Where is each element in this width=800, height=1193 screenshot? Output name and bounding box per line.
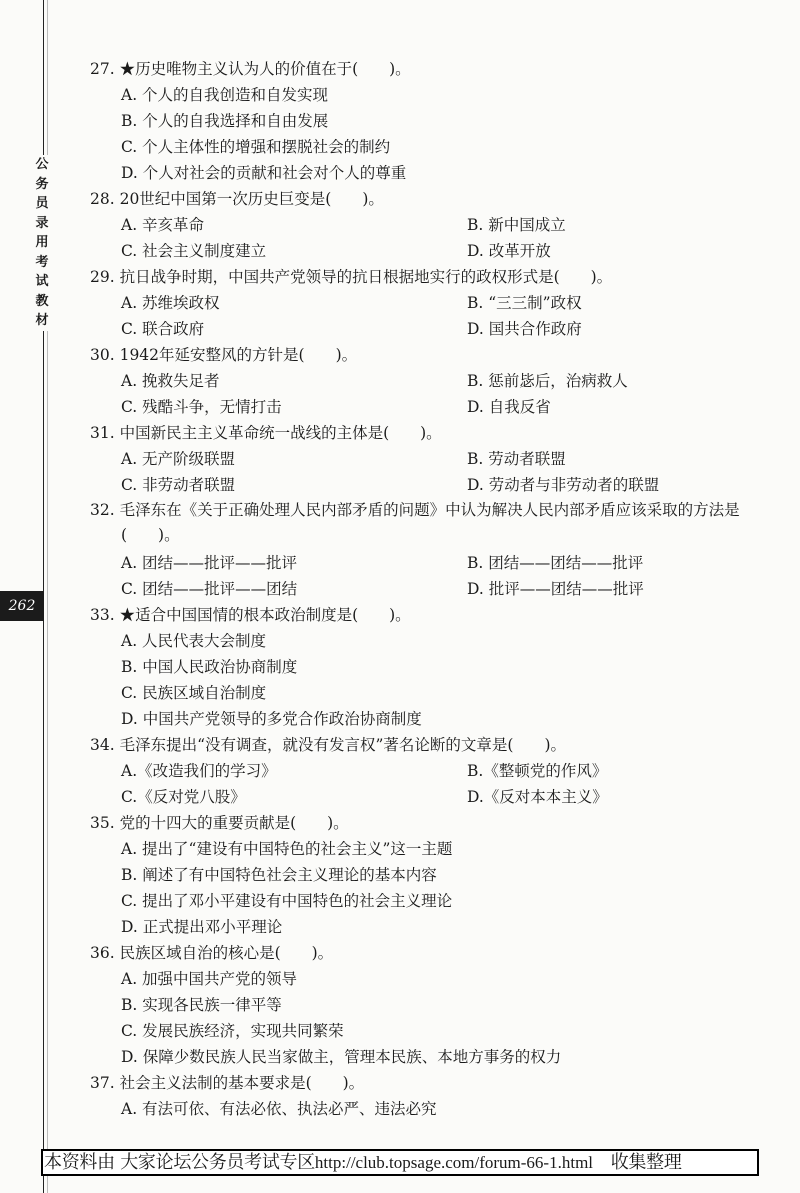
question-item xyxy=(90,56,780,186)
answer-option: A. 个人的自我创造和自发实现 xyxy=(121,86,329,104)
answer-option: D. 改革开放 xyxy=(467,242,551,260)
answer-option: A. 挽救失足者 xyxy=(121,372,220,390)
book-series-title: 公 务 员 录 用 考 试 教 材 xyxy=(29,155,55,331)
page-number: 262 xyxy=(0,591,44,621)
question-stem: 29. 抗日战争时期，中国共产党领导的抗日根据地实行的政权形式是( )。 xyxy=(90,268,613,286)
source-footer xyxy=(41,1149,759,1176)
answer-option: D. 正式提出邓小平理论 xyxy=(121,918,283,936)
answer-option: C. 个人主体性的增强和摆脱社会的制约 xyxy=(121,138,391,156)
answer-option: A. 苏维埃政权 xyxy=(121,294,220,312)
answer-option: C. 联合政府 xyxy=(121,320,205,338)
answer-option: A. 团结——批评——批评 xyxy=(121,554,298,572)
answer-option: B. 新中国成立 xyxy=(467,216,566,234)
question-stem: 34. 毛泽东提出“没有调查，就没有发言权”著名论断的文章是( )。 xyxy=(90,736,567,754)
answer-option: C. 残酷斗争，无情打击 xyxy=(121,398,282,416)
question-stem: 27. ★历史唯物主义认为人的价值在于( )。 xyxy=(90,60,411,78)
answer-option: B. 阐述了有中国特色社会主义理论的基本内容 xyxy=(121,866,437,884)
answer-option: C.《反对党八股》 xyxy=(121,788,246,806)
question-item xyxy=(90,186,780,264)
answer-option: D. 保障少数民族人民当家做主，管理本民族、本地方事务的权力 xyxy=(121,1048,562,1066)
option-group xyxy=(121,212,780,264)
answer-option: B. 惩前毖后，治病救人 xyxy=(467,372,628,390)
option-group xyxy=(121,966,780,1070)
answer-option: D. 个人对社会的贡献和社会对个人的尊重 xyxy=(121,164,407,182)
option-group xyxy=(121,550,780,602)
question-stem: 30. 1942年延安整风的方针是( )。 xyxy=(90,346,358,364)
answer-option: B.《整顿党的作风》 xyxy=(467,762,608,780)
answer-option: A. 无产阶级联盟 xyxy=(121,450,236,468)
answer-option: B. 个人的自我选择和自由发展 xyxy=(121,112,329,130)
answer-option: B. 中国人民政治协商制度 xyxy=(121,658,298,676)
answer-option: C. 民族区域自治制度 xyxy=(121,684,267,702)
footer-url[interactable]: http://club.topsage.com/forum-66-1.html xyxy=(314,1153,594,1172)
answer-option: D.《反对本本主义》 xyxy=(467,788,608,806)
question-stem: 31. 中国新民主主义革命统一战线的主体是( )。 xyxy=(90,424,442,442)
option-group xyxy=(121,1096,780,1122)
answer-option: C. 社会主义制度建立 xyxy=(121,242,267,260)
question-stem: 37. 社会主义法制的基本要求是( )。 xyxy=(90,1074,365,1092)
footer-suffix: 收集整理 xyxy=(593,1152,682,1173)
answer-option: D. 批评——团结——批评 xyxy=(467,580,644,598)
answer-option: C. 发展民族经济，实现共同繁荣 xyxy=(121,1022,344,1040)
answer-option: D. 中国共产党领导的多党合作政治协商制度 xyxy=(121,710,422,728)
question-list xyxy=(90,56,780,1122)
question-stem: 36. 民族区域自治的核心是( )。 xyxy=(90,944,334,962)
answer-option: A. 辛亥革命 xyxy=(121,216,205,234)
answer-option: B. 实现各民族一律平等 xyxy=(121,996,282,1014)
answer-option: A. 人民代表大会制度 xyxy=(121,632,267,650)
question-item xyxy=(90,940,780,1070)
question-stem: 28. 20世纪中国第一次历史巨变是( )。 xyxy=(90,190,384,208)
answer-option: B. 团结——团结——批评 xyxy=(467,554,644,572)
question-item xyxy=(90,420,780,498)
option-group xyxy=(121,446,780,498)
answer-option: A. 有法可依、有法必依、执法必严、违法必究 xyxy=(121,1100,437,1118)
answer-option: A. 加强中国共产党的领导 xyxy=(121,970,298,988)
question-item xyxy=(90,602,780,732)
answer-option: B. “三三制”政权 xyxy=(467,294,582,312)
answer-option: D. 自我反省 xyxy=(467,398,551,416)
option-group xyxy=(121,628,780,732)
answer-option: A.《改造我们的学习》 xyxy=(121,762,277,780)
question-item xyxy=(90,810,780,940)
option-group xyxy=(121,290,780,342)
answer-option: C. 非劳动者联盟 xyxy=(121,476,236,494)
question-stem: 33. ★适合中国国情的根本政治制度是( )。 xyxy=(90,606,411,624)
question-item xyxy=(90,498,780,602)
option-group xyxy=(121,368,780,420)
question-item xyxy=(90,732,780,810)
answer-option: C. 提出了邓小平建设有中国特色的社会主义理论 xyxy=(121,892,453,910)
option-group xyxy=(121,82,780,186)
option-group xyxy=(121,836,780,940)
answer-option: D. 国共合作政府 xyxy=(467,320,582,338)
option-group xyxy=(121,758,780,810)
question-item xyxy=(90,1070,780,1122)
question-item xyxy=(90,342,780,420)
question-stem: 32. 毛泽东在《关于正确处理人民内部矛盾的问题》中认为解决人民内部矛盾应该采取的方法是( )。 xyxy=(90,501,740,544)
question-stem: 35. 党的十四大的重要贡献是( )。 xyxy=(90,814,349,832)
footer-prefix: 本资料由 大家论坛公务员考试专区 xyxy=(44,1152,315,1173)
answer-option: A. 提出了“建设有中国特色的社会主义”这一主题 xyxy=(121,840,453,858)
answer-option: D. 劳动者与非劳动者的联盟 xyxy=(467,476,660,494)
question-item xyxy=(90,264,780,342)
answer-option: C. 团结——批评——团结 xyxy=(121,580,298,598)
answer-option: B. 劳动者联盟 xyxy=(467,450,566,468)
